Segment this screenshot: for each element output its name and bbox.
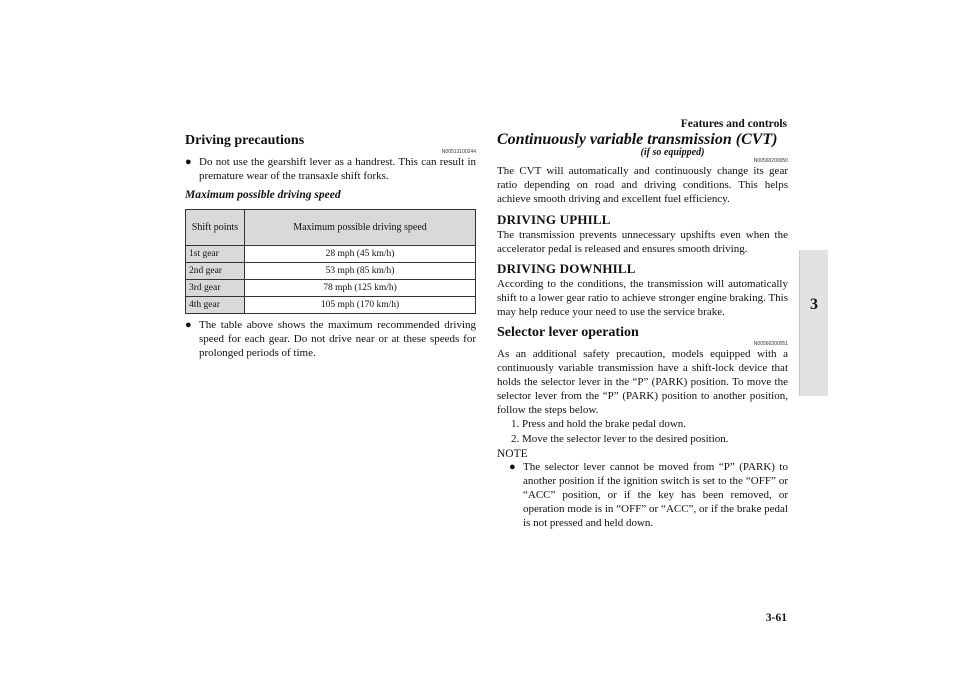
chapter-number: 3: [810, 296, 818, 313]
right-column: [497, 131, 788, 530]
section-subtitle: (if so equipped): [640, 147, 705, 158]
gear-cell: 4th gear: [186, 297, 245, 314]
table-row: [186, 263, 476, 280]
section-title-selector-lever: Selector lever operation: [497, 325, 639, 340]
section-code: N00513100244: [441, 149, 476, 155]
column-header-max-speed: Maximum possible driving speed: [245, 210, 476, 246]
page-number: 3-61: [765, 612, 787, 624]
table-row: [186, 297, 476, 314]
column-header-shift-points: Shift points: [186, 210, 245, 246]
section-title-driving-precautions: Driving precautions: [185, 133, 305, 148]
speed-cell: 105 mph (170 km/h): [245, 297, 476, 314]
page-header: Features and controls: [680, 118, 787, 130]
heading-driving-downhill: DRIVING DOWNHILL: [497, 261, 636, 276]
speed-cell: 78 mph (125 km/h): [245, 280, 476, 297]
subsection-title-max-speed: Maximum possible driving speed: [185, 189, 341, 201]
paragraph-selector: As an additional safety precaution, models equipped with a continuously variable transmission have a shift-lock device that holds the selector lever in the “P” (PARK) position. To move the selector lever from the “P” (PARK) position to another position, follow the steps below.: [497, 348, 788, 416]
section-code: N00560200050: [753, 158, 788, 164]
bullet-text: Do not use the gearshift lever as a handrest. This can result in premature wear of the transaxle shift forks.: [199, 156, 476, 182]
bullet-item: [185, 318, 476, 360]
bullet-icon: ●: [509, 461, 516, 473]
table-row: [186, 280, 476, 297]
bullet-item: [509, 460, 788, 530]
step-item: 2. Move the selector lever to the desired position.: [511, 433, 729, 445]
note-label: NOTE: [497, 448, 528, 460]
speed-table: [185, 209, 476, 314]
gear-cell: 3rd gear: [186, 280, 245, 297]
left-column: [185, 133, 476, 360]
section-code: N00560300051: [753, 341, 788, 347]
bullet-icon: ●: [185, 319, 192, 331]
table-row: [186, 246, 476, 263]
gear-cell: 2nd gear: [186, 263, 245, 280]
bullet-icon: ●: [185, 156, 192, 168]
gear-cell: 1st gear: [186, 246, 245, 263]
section-title-cvt: Continuously variable transmission (CVT): [497, 131, 778, 148]
heading-driving-uphill: DRIVING UPHILL: [497, 212, 611, 227]
bullet-text: The selector lever cannot be moved from “P” (PARK) to another position if the ignition switch is set to the “OFF” or “ACC” position, or if the key has been removed, or operation mode is in “OFF” or “ACC”, or if the brake pedal is not pressed and held down.: [523, 461, 788, 529]
speed-cell: 53 mph (85 km/h): [245, 263, 476, 280]
paragraph-downhill: According to the conditions, the transmission will automatically shift to a lower gear ratio to achieve stronger engine braking. This may help reduce your need to use the service brake.: [497, 278, 788, 318]
bullet-item: [185, 155, 476, 183]
paragraph-uphill: The transmission prevents unnecessary upshifts even when the accelerator pedal is released and ensures smooth driving.: [497, 229, 788, 255]
step-item: 1. Press and hold the brake pedal down.: [511, 418, 687, 430]
bullet-text: The table above shows the maximum recommended driving speed for each gear. Do not drive near or at these speeds for prolonged periods of time.: [199, 319, 476, 359]
paragraph-intro: The CVT will automatically and continuously change its gear ratio depending on road and driving conditions. This helps achieve smooth driving and excellent fuel efficiency.: [497, 165, 788, 205]
speed-cell: 28 mph (45 km/h): [245, 246, 476, 263]
table-header-row: [186, 210, 476, 246]
chapter-tab: [799, 250, 828, 396]
